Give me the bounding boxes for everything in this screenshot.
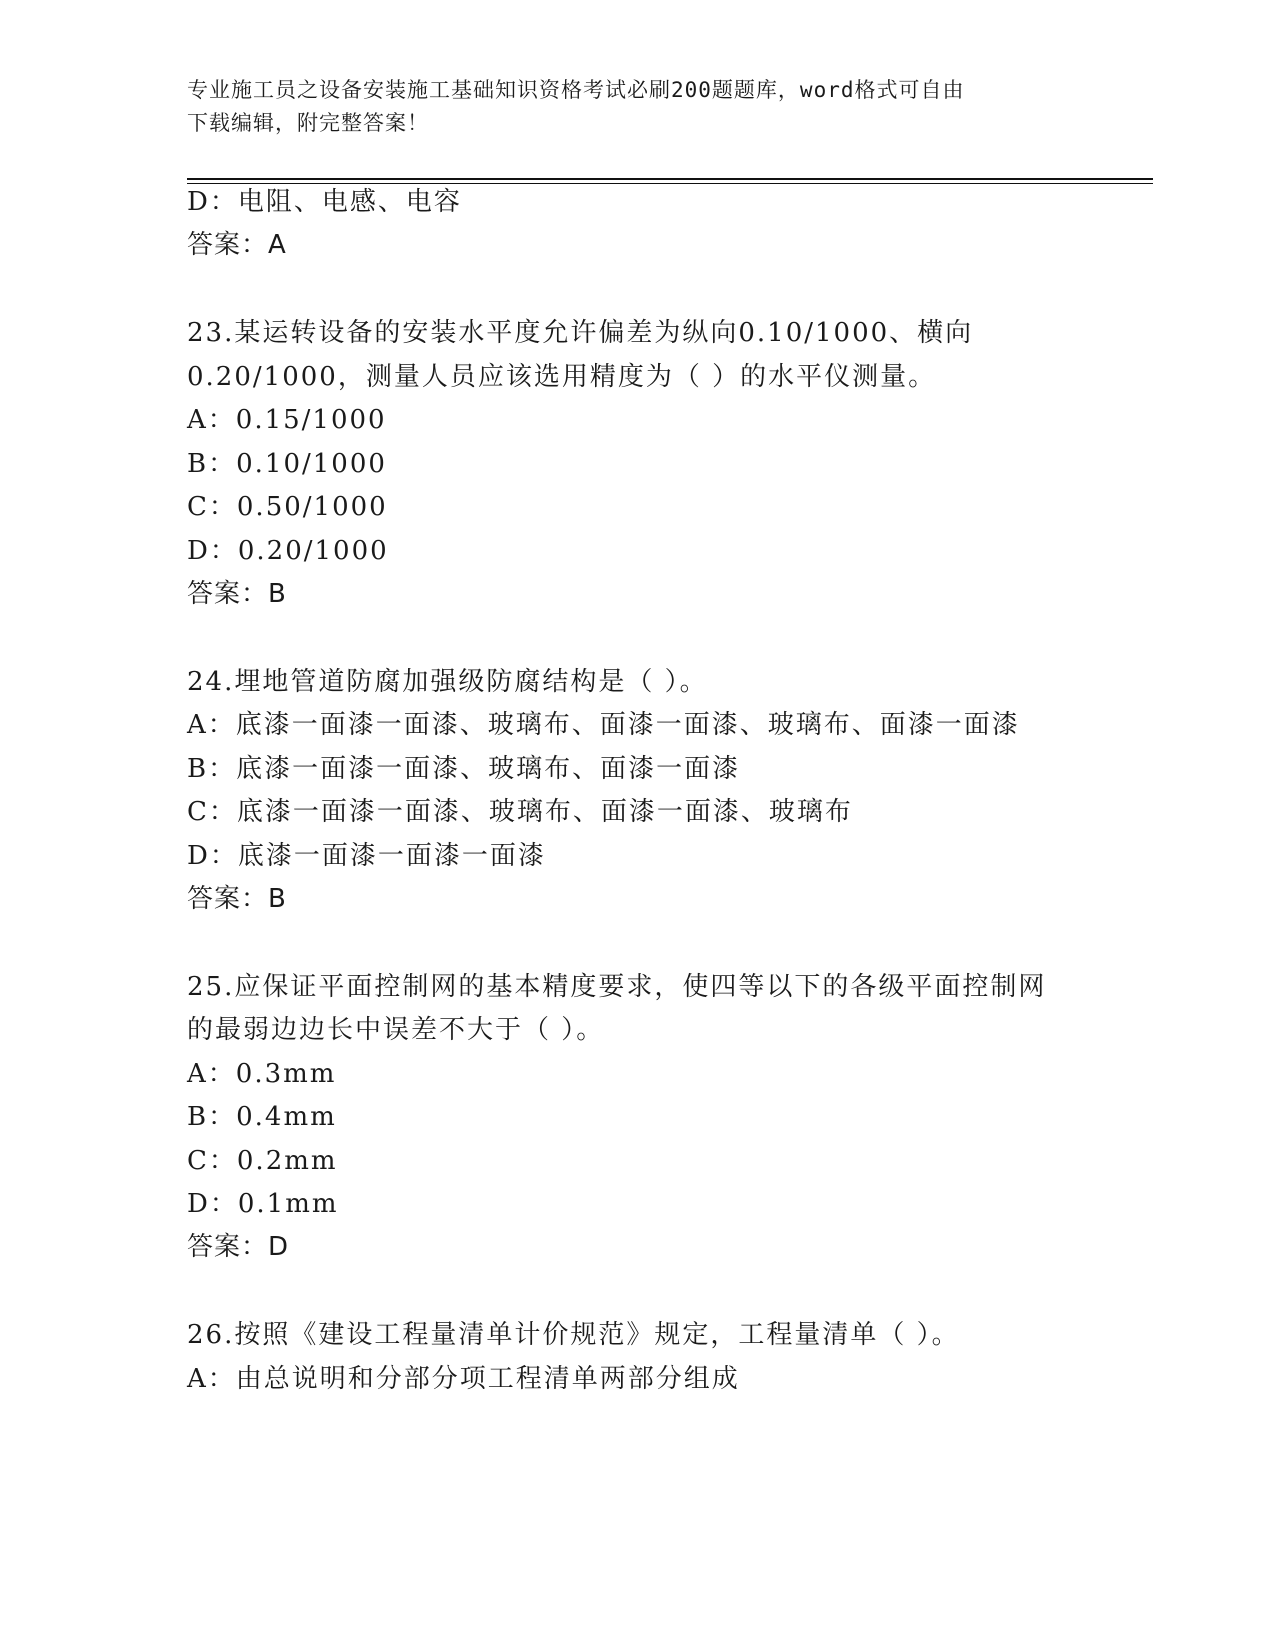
- q25-stem-line-2: 的最弱边边长中误差不大于（ ）。: [187, 1015, 605, 1045]
- q24-option-b: B：底漆一面漆一面漆、玻璃布、面漆一面漆: [187, 754, 741, 784]
- header-line-2: 下载编辑，附完整答案！: [187, 111, 429, 135]
- q23-option-a: A：0.15/1000: [187, 405, 387, 435]
- q25-stem-line-1: 25.应保证平面控制网的基本精度要求，使四等以下的各级平面控制网: [187, 972, 1047, 1002]
- q22-option-d: D：电阻、电感、电容: [187, 187, 462, 217]
- q24-option-d: D：底漆一面漆一面漆一面漆: [187, 841, 546, 871]
- q22-answer: 答案：A: [187, 230, 287, 260]
- q26-option-a: A：由总说明和分部分项工程清单两部分组成: [187, 1364, 740, 1394]
- q24-option-a: A：底漆一面漆一面漆、玻璃布、面漆一面漆、玻璃布、面漆一面漆: [187, 710, 1020, 740]
- q23-stem-line-1: 23.某运转设备的安装水平度允许偏差为纵向0.10/1000、横向: [187, 318, 974, 348]
- q25-option-d: D：0.1mm: [187, 1189, 339, 1219]
- q24-stem-line-1: 24.埋地管道防腐加强级防腐结构是（ ）。: [187, 667, 708, 697]
- header-divider-thin: [187, 183, 1153, 184]
- q25-answer: 答案：D: [187, 1232, 290, 1262]
- q23-option-d: D：0.20/1000: [187, 536, 389, 566]
- q23-option-c: C：0.50/1000: [187, 492, 388, 522]
- q25-option-b: B：0.4mm: [187, 1102, 337, 1132]
- q23-stem-line-2: 0.20/1000，测量人员应该选用精度为（ ）的水平仪测量。: [187, 362, 937, 392]
- header-line-1: 专业施工员之设备安装施工基础知识资格考试必刷200题题库，word格式可自由: [187, 78, 965, 102]
- q23-answer: 答案：B: [187, 579, 287, 609]
- q25-option-a: A：0.3mm: [187, 1059, 337, 1089]
- q26-stem-line-1: 26.按照《建设工程量清单计价规范》规定，工程量清单（ ）。: [187, 1320, 960, 1350]
- q24-option-c: C：底漆一面漆一面漆、玻璃布、面漆一面漆、玻璃布: [187, 797, 853, 827]
- q23-option-b: B：0.10/1000: [187, 449, 387, 479]
- header-divider-thick: [187, 178, 1153, 180]
- q24-answer: 答案：B: [187, 884, 287, 914]
- q25-option-c: C：0.2mm: [187, 1146, 338, 1176]
- document-header: [187, 74, 1067, 140]
